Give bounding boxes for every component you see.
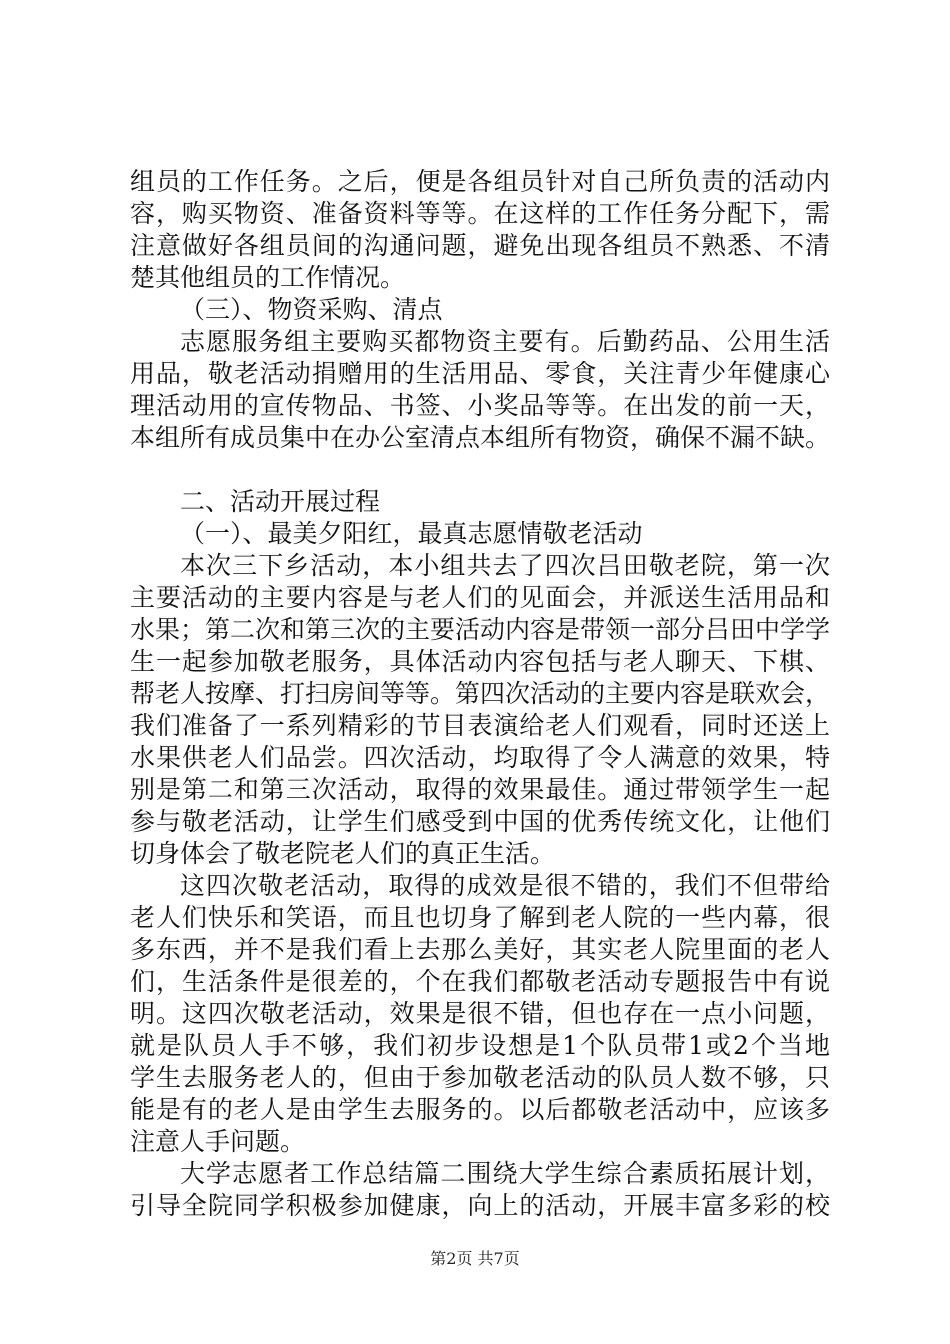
text-line: 老人们快乐和笑语，而且也切身了解到老人院的一些内幕，很: [130, 903, 830, 932]
text-line: 水果；第二次和第三次的主要活动内容是带领一部分吕田中学学: [130, 615, 831, 644]
text-line: 楚其他组员的工作情况。: [130, 263, 406, 292]
text-line: 本次三下乡活动，本小组共去了四次吕田敬老院，第一次: [180, 551, 830, 580]
text-line: 这四次敬老活动，取得的成效是很不错的，我们不但带给: [180, 871, 830, 900]
text-line: 大学志愿者工作总结篇二围绕大学生综合素质拓展计划，: [180, 1159, 830, 1188]
text-line: 能是有的老人是由学生去服务的。以后都敬老活动中，应该多: [130, 1095, 830, 1124]
text-line: 多东西，并不是我们看上去那么美好，其实老人院里面的老人: [130, 935, 830, 964]
paragraph-gap: [130, 454, 830, 486]
text-line: 参与敬老活动，让学生们感受到中国的优秀传统文化，让他们: [130, 807, 830, 836]
text-line: 帮老人按摩、打扫房间等等。第四次活动的主要内容是联欢会，: [130, 679, 831, 708]
section-heading: 二、活动开展过程: [180, 487, 381, 516]
text-line: 用品，敬老活动捐赠用的生活用品、零食，关注青少年健康心: [130, 359, 830, 388]
text-line: 学生去服务老人的，但由于参加敬老活动的队员人数不够，只: [130, 1063, 830, 1092]
text-line: 容，购买物资、准备资料等等。在这样的工作任务分配下，需: [130, 199, 830, 228]
text-line: 水果供老人们品尝。四次活动，均取得了令人满意的效果，特: [130, 743, 830, 772]
text-line: 生一起参加敬老服务，具体活动内容包括与老人聊天、下棋、: [130, 647, 830, 676]
text-line: 志愿服务组主要购买都物资主要有。后勤药品、公用生活: [180, 327, 830, 356]
text-line: 引导全院同学积极参加健康，向上的活动，开展丰富多彩的校: [130, 1191, 830, 1220]
text-line: 们，生活条件是很差的，个在我们都敬老活动专题报告中有说: [130, 967, 830, 996]
text-line: 就是队员人手不够，我们初步设想是1个队员带1或2个当地: [130, 1031, 830, 1060]
text-line: 我们准备了一系列精彩的节目表演给老人们观看，同时还送上: [130, 711, 830, 740]
text-line: 明。这四次敬老活动，效果是很不错，但也存在一点小问题，: [130, 999, 830, 1028]
section-heading: （一）、最美夕阳红，最真志愿情敬老活动: [180, 519, 643, 548]
page-number-footer: 第2页 共7页: [430, 1249, 520, 1268]
text-line: 理活动用的宣传物品、书签、小奖品等等。在出发的前一天，: [130, 391, 830, 420]
section-heading: （三）、物资采购、清点: [180, 295, 443, 324]
text-line: 组员的工作任务。之后，便是各组员针对自己所负责的活动内: [130, 167, 830, 196]
text-line: 本组所有成员集中在办公室清点本组所有物资，确保不漏不缺。: [130, 423, 831, 452]
text-line: 注意做好各组员间的沟通问题，避免出现各组员不熟悉、不清: [130, 231, 830, 260]
text-line: 切身体会了敬老院老人们的真正生活。: [130, 839, 556, 868]
document-body: [130, 166, 830, 1222]
text-line: 注意人手问题。: [130, 1127, 306, 1156]
text-line: 别是第二和第三次活动，取得的效果最佳。通过带领学生一起: [130, 775, 830, 804]
text-line: 主要活动的主要内容是与老人们的见面会，并派送生活用品和: [130, 583, 830, 612]
